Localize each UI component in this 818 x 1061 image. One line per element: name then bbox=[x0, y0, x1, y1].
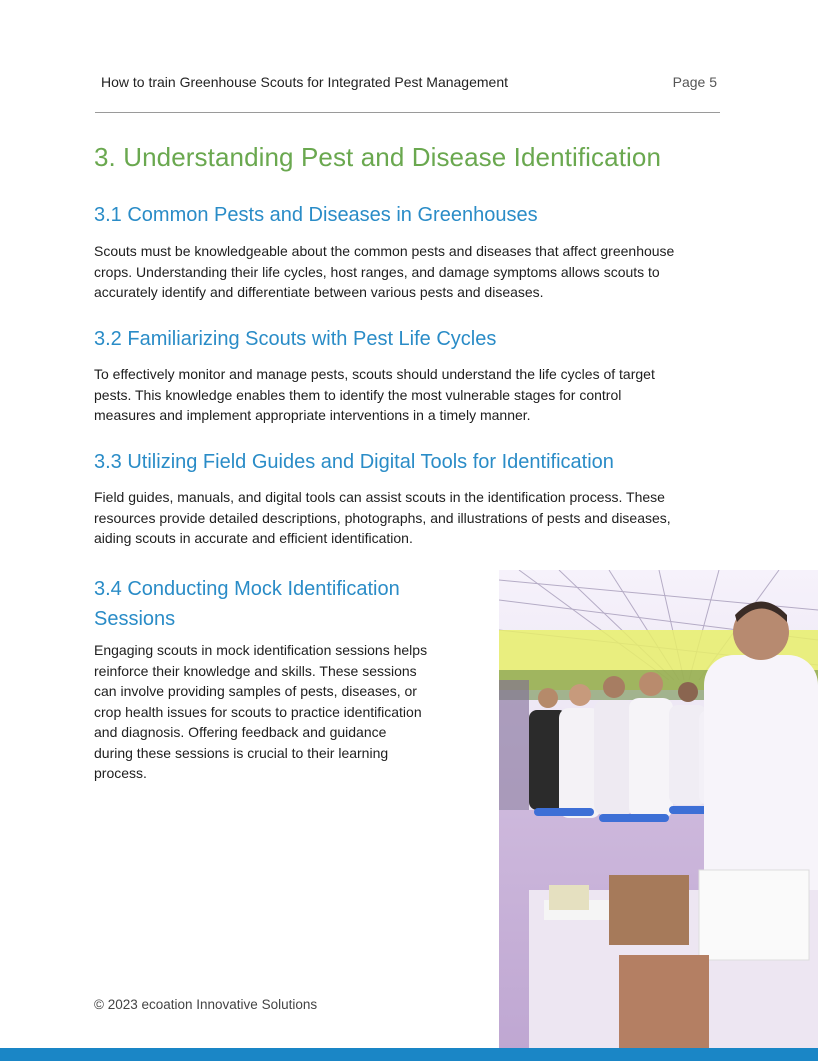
paragraph-3-3 bbox=[94, 487, 671, 549]
text-line: To effectively monitor and manage pests, scouts should understand the life cycles of target bbox=[94, 366, 655, 382]
text-line: Scouts must be knowledgeable about the common pests and diseases that affect greenhouse bbox=[94, 243, 675, 259]
document-title: How to train Greenhouse Scouts for Integrated Pest Management bbox=[101, 74, 509, 90]
subsection-heading-3-4 bbox=[94, 574, 400, 634]
greenhouse-training-photo bbox=[499, 570, 818, 1050]
heading-line: Sessions bbox=[94, 608, 176, 630]
text-line: during these sessions is crucial to their learning bbox=[94, 744, 389, 761]
header-divider bbox=[95, 112, 720, 113]
page-number: Page 5 bbox=[672, 74, 717, 90]
paragraph-3-1 bbox=[94, 241, 674, 303]
text-line: and diagnosis. Offering feedback and guidance bbox=[94, 724, 387, 740]
text-line: process. bbox=[94, 765, 147, 781]
copyright-notice: © 2023 ecoation Innovative Solutions bbox=[94, 997, 318, 1012]
text-line: crop health issues for scouts to practice identification bbox=[94, 703, 422, 720]
subsection-heading-3-1: 3.1 Common Pests and Diseases in Greenhouses bbox=[94, 204, 538, 226]
subsection-heading-3-2: 3.2 Familiarizing Scouts with Pest Life Cycles bbox=[94, 328, 497, 350]
text-line: Engaging scouts in mock identification sessions helps bbox=[94, 642, 428, 658]
heading-line: 3.4 Conducting Mock Identification bbox=[94, 578, 400, 600]
text-line: accurately identify and differentiate between various pests and diseases. bbox=[94, 284, 544, 300]
paragraph-3-2 bbox=[94, 364, 655, 426]
footer-bar bbox=[0, 1048, 818, 1061]
text-line: crops. Understanding their life cycles, host ranges, and damage symptoms allows scouts to bbox=[94, 263, 660, 280]
text-line: measures and implement appropriate interventions in a timely manner. bbox=[94, 407, 531, 423]
page-header bbox=[101, 74, 717, 94]
text-line: aiding scouts in accurate and efficient identification. bbox=[94, 530, 413, 546]
text-line: reinforce their knowledge and skills. These sessions bbox=[94, 662, 417, 679]
subsection-heading-3-3: 3.3 Utilizing Field Guides and Digital Tools for Identification bbox=[94, 451, 614, 473]
text-line: can involve providing samples of pests, diseases, or bbox=[94, 683, 417, 699]
text-line: pests. This knowledge enables them to identify the most vulnerable stages for control bbox=[94, 386, 622, 403]
text-line: Field guides, manuals, and digital tools can assist scouts in the identification process. These bbox=[94, 489, 665, 505]
paragraph-3-4 bbox=[94, 640, 427, 784]
section-title: 3. Understanding Pest and Disease Identification bbox=[94, 142, 662, 172]
text-line: resources provide detailed descriptions, photographs, and illustrations of pests and diseases, bbox=[94, 509, 671, 526]
